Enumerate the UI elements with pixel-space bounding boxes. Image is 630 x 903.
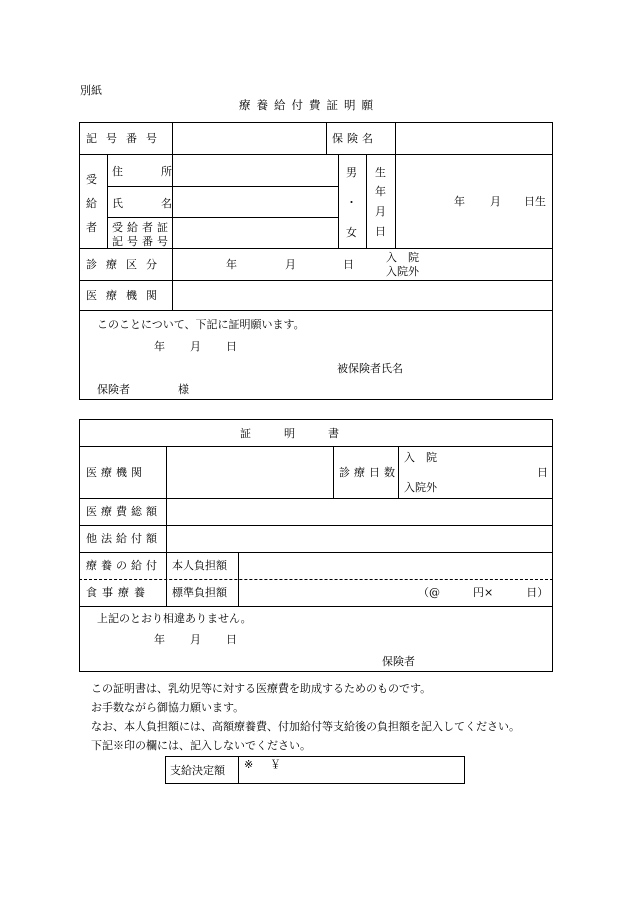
days-unit: 日 [537, 466, 548, 479]
recipient-cert-label-2: 記号番号 [112, 235, 172, 248]
outpatient-option[interactable]: 入院外 [386, 265, 419, 278]
birth-label-4: 日 [375, 225, 386, 238]
recipient-cert-label-1: 受給者証 [112, 221, 172, 234]
institution-label: 医療機関 [86, 289, 166, 302]
no-error-statement: 上記のとおり相違ありません。 [97, 612, 252, 625]
insurer-name-label: 保険名 [332, 132, 377, 145]
note-4: 下記※印の欄には、記入しないでください。 [91, 739, 311, 752]
cert-month-unit: 月 [190, 633, 201, 646]
request-insurer-label: 保険者 [97, 383, 130, 396]
address-field[interactable] [177, 158, 334, 182]
address-label-text: 住所 [112, 165, 210, 178]
currency-symbol: ￥ [270, 758, 281, 771]
other-benefit-label: 他法給付額 [86, 532, 161, 545]
name-label-text: 氏名 [112, 197, 210, 210]
payment-decision-label: 支給決定額 [170, 764, 225, 777]
treatment-month-unit: 月 [285, 258, 296, 271]
insurer-name-field[interactable] [400, 126, 548, 150]
care-benefit-label: 療養の給付 [86, 559, 161, 572]
self-burden-label: 本人負担額 [172, 559, 227, 572]
note-2: お手数ながら御協力願います。 [91, 701, 245, 714]
certificate-title: 証 明 書 [240, 427, 339, 440]
meal-formula: （@ 円× 日） [418, 586, 549, 599]
recipient-label-2: 給 [86, 197, 97, 210]
payment-amount-field[interactable] [285, 760, 460, 780]
cert-outpatient: 入院外 [404, 481, 437, 494]
note-3: なお、本人負担額には、高額療養費、付加給付等支給後の負担額を記入してください。 [91, 720, 520, 733]
recipient-label-1: 受 [86, 173, 97, 186]
gender-female[interactable]: 女 [346, 226, 357, 239]
total-cost-field[interactable] [171, 502, 549, 521]
attachment-label: 別紙 [80, 84, 102, 97]
inpatient-option[interactable]: 入 院 [386, 251, 419, 264]
meal-care-label: 食事療養 [86, 586, 150, 599]
note-1: この証明書は、乳幼児等に対する医療費を助成するためのものです。 [91, 682, 432, 695]
insured-name-label: 被保険者氏名 [337, 362, 403, 375]
birth-label-2: 年 [375, 185, 386, 198]
record-number-field[interactable] [177, 126, 322, 150]
gender-separator: ・ [346, 196, 357, 209]
treatment-days-label: 診療日数 [339, 466, 399, 479]
birth-label-1: 生 [375, 166, 386, 179]
standard-burden-label: 標準負担額 [172, 586, 227, 599]
birth-day-unit: 日生 [524, 195, 546, 208]
recipient-cert-field[interactable] [177, 220, 334, 244]
birth-label-3: 月 [375, 205, 386, 218]
page-title: 療養給付費証明願 [239, 98, 379, 112]
request-statement: このことについて、下記に証明願います。 [97, 318, 305, 331]
honorific: 様 [178, 383, 189, 396]
treatment-day-unit: 日 [343, 258, 354, 271]
record-number-label: 記号番号 [86, 132, 166, 145]
official-use-mark: ※ [244, 758, 254, 771]
other-benefit-field[interactable] [171, 529, 549, 548]
recipient-label-3: 者 [86, 221, 97, 234]
total-cost-label: 医療費総額 [86, 505, 161, 518]
birth-year-unit: 年 [454, 195, 465, 208]
request-month-unit: 月 [190, 340, 201, 353]
name-field[interactable] [177, 190, 334, 214]
request-year-unit: 年 [154, 340, 165, 353]
cert-insurer-label: 保険者 [382, 655, 415, 668]
institution-field[interactable] [177, 284, 547, 306]
cert-institution-field[interactable] [171, 450, 329, 494]
birth-month-unit: 月 [490, 195, 501, 208]
cert-institution-label: 医療機関 [86, 466, 146, 479]
self-burden-field[interactable] [243, 556, 549, 575]
request-day-unit: 日 [226, 340, 237, 353]
gender-male[interactable]: 男 [346, 166, 357, 179]
treatment-category-label: 診療区分 [86, 258, 166, 271]
cert-day-unit: 日 [226, 633, 237, 646]
cert-year-unit: 年 [154, 633, 165, 646]
cert-inpatient: 入 院 [404, 451, 437, 464]
treatment-year-unit: 年 [226, 258, 237, 271]
